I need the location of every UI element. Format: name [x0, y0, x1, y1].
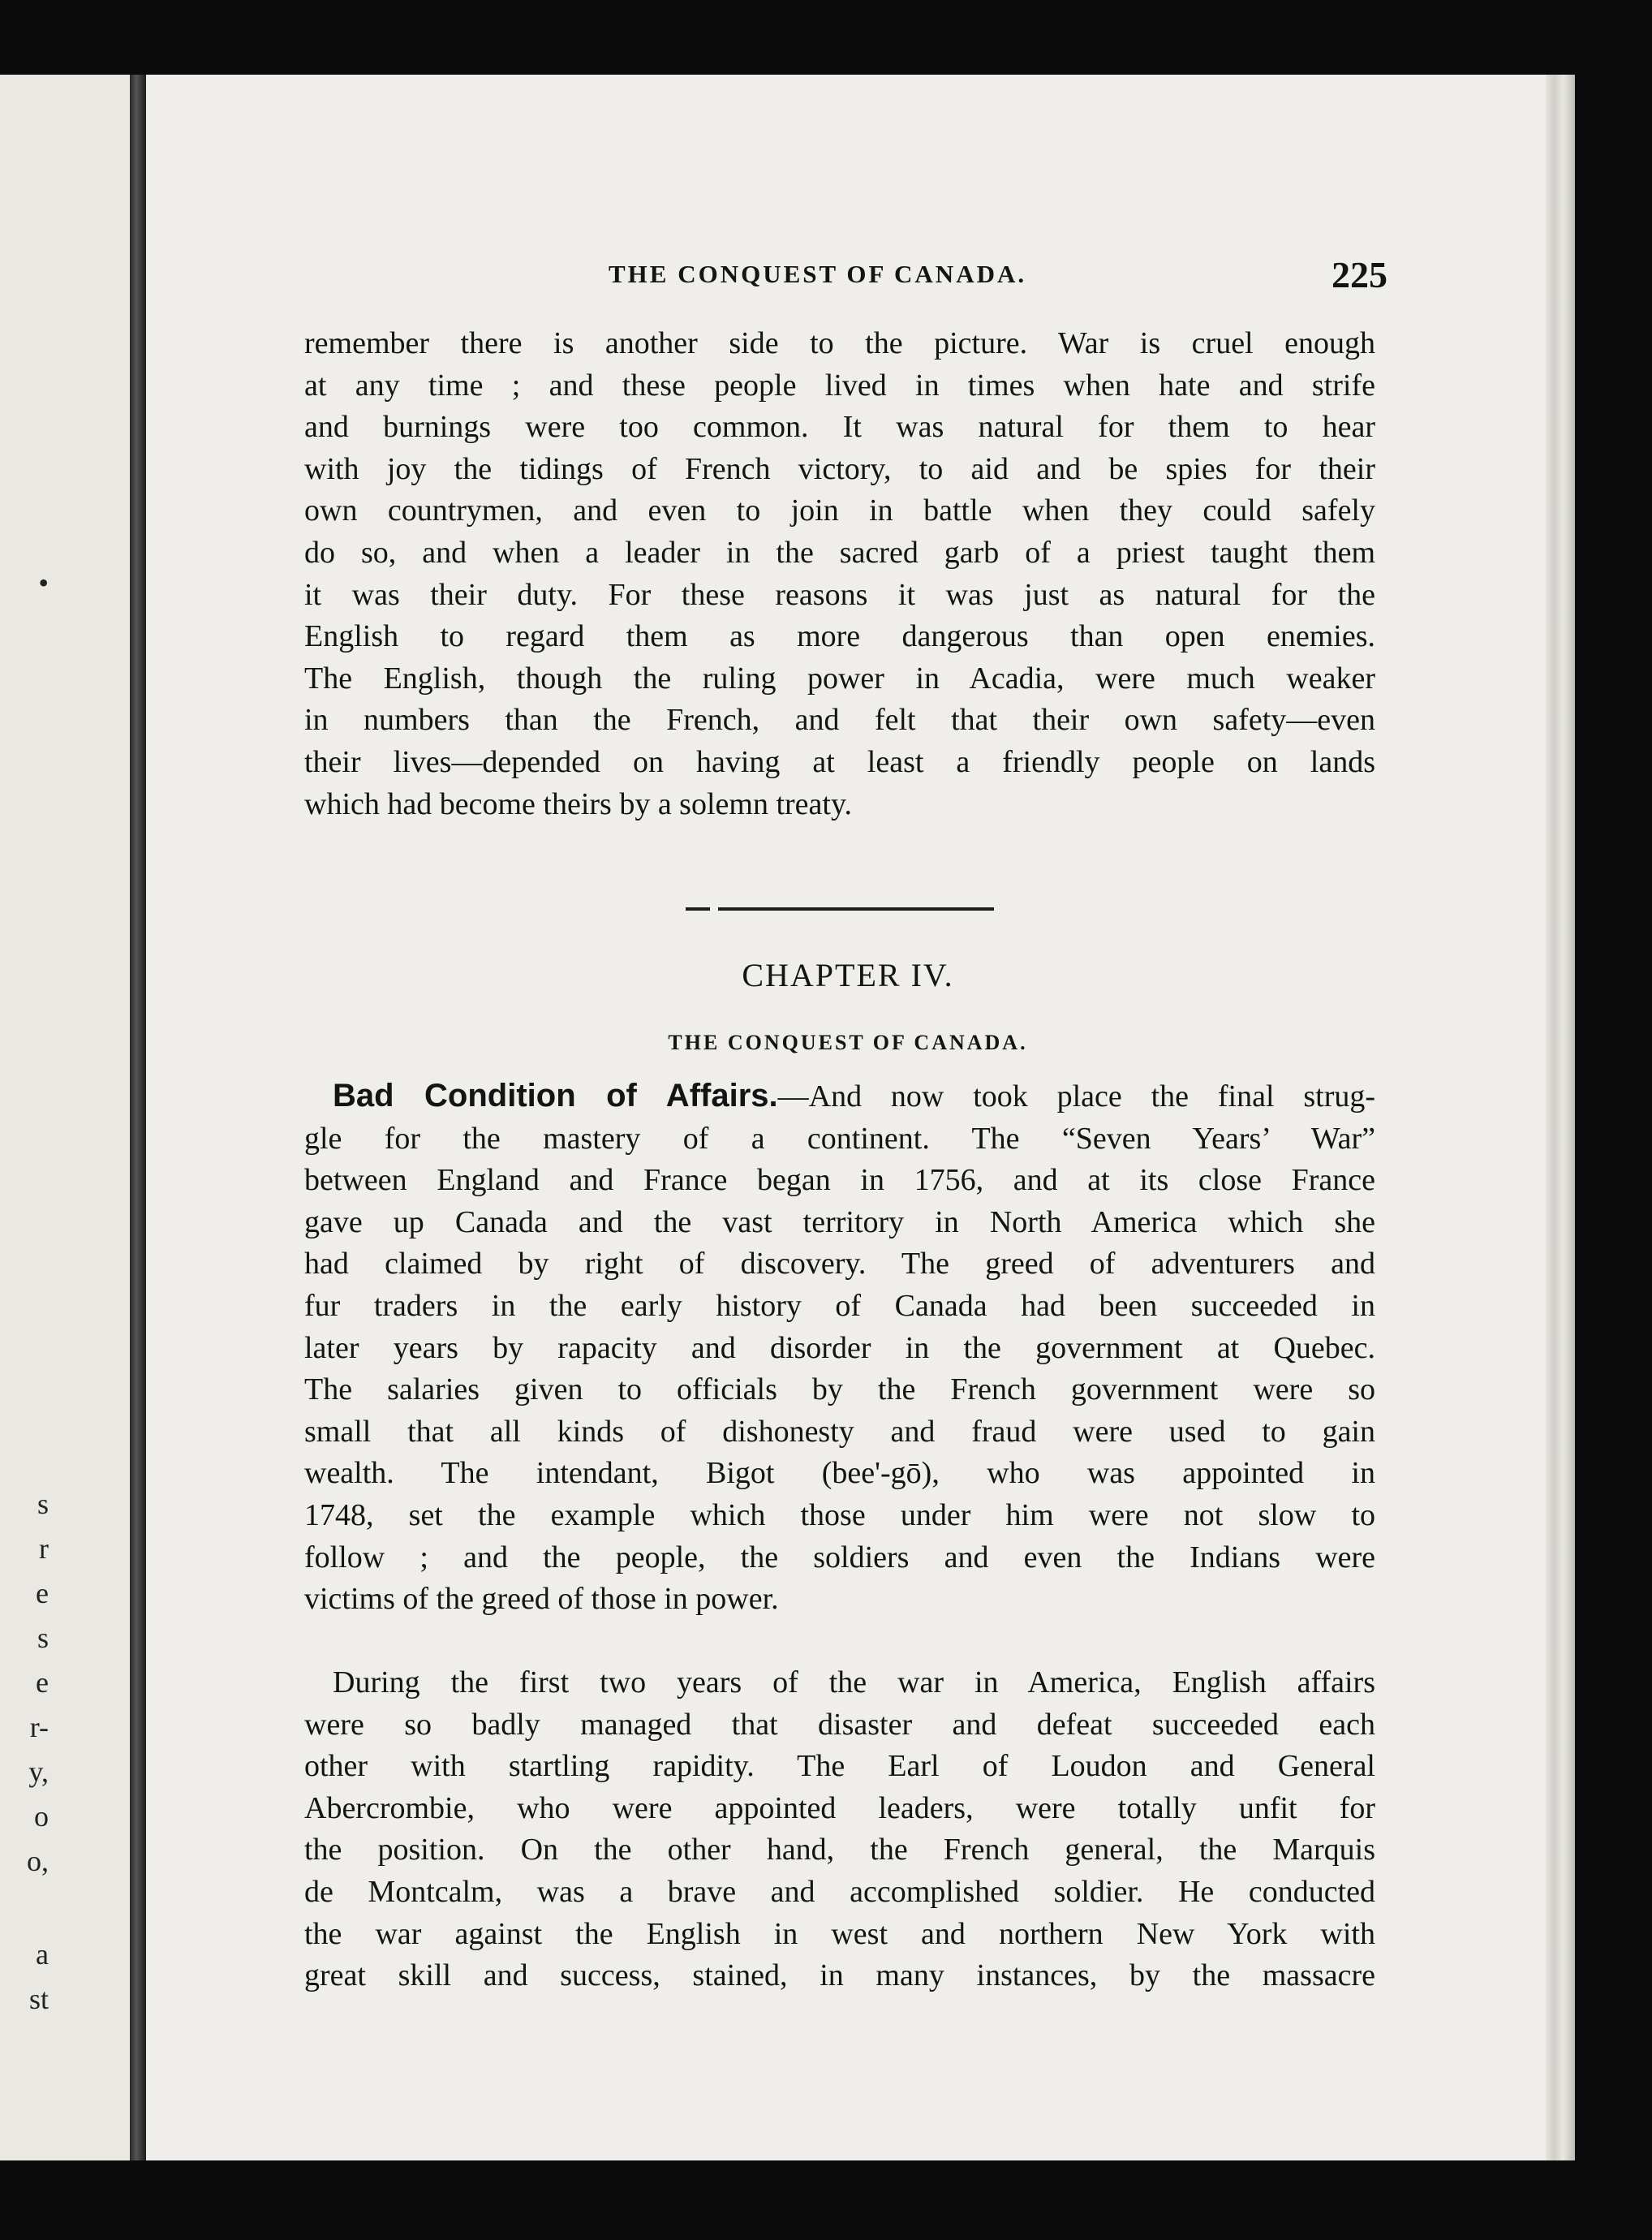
text-line: it was their duty. For these reasons it was just as natural for the: [304, 577, 1375, 612]
page-header: [308, 253, 1387, 302]
text-line: do so, and when a leader in the sacred garb of a priest taught them: [304, 535, 1375, 570]
text-line: The English, though the ruling power in Acadia, were much weaker: [304, 661, 1375, 696]
text-line: which had become theirs by a solemn treaty.: [304, 786, 852, 821]
paragraph-2: [304, 1662, 1375, 1997]
text-line: gle for the mastery of a continent. The “Seven Years’ War”: [304, 1121, 1375, 1156]
text-line: gave up Canada and the vast territory in North America which she: [304, 1204, 1375, 1239]
left-page-fragment: s: [37, 1488, 49, 1520]
text-line: During the first two years of the war in America, English affairs: [333, 1665, 1375, 1699]
section-paragraph: [304, 1075, 1375, 1621]
running-head: THE CONQUEST OF CANADA.: [609, 260, 1027, 288]
section-divider-dash: [686, 907, 710, 911]
text-line: victims of the greed of those in power.: [304, 1582, 779, 1617]
text-line: their lives—depended on having at least a friendly people on lands: [304, 744, 1375, 779]
text-line: Abercrombie, who were appointed leaders, were totally unfit for: [304, 1790, 1375, 1825]
text-line: at any time ; and these people lived in times when hate and strife: [304, 368, 1375, 403]
text-line: wealth. The intendant, Bigot (bee'-gō), who was appointed in: [304, 1456, 1375, 1491]
continued-paragraph: [304, 323, 1375, 825]
text-line: were so badly managed that disaster and defeat succeeded each: [304, 1707, 1375, 1742]
side-head: Bad Condition of Affairs.: [333, 1078, 778, 1114]
text-line: in numbers than the French, and felt that their own safety—even: [304, 703, 1375, 738]
section-first-line: [304, 1075, 1375, 1118]
text-line: The salaries given to officials by the French government were so: [304, 1372, 1375, 1407]
page-edge-stack: [1546, 75, 1575, 2160]
left-page-fragment: a: [36, 1938, 49, 1971]
text-line: fur traders in the early history of Canada had been succeeded in: [304, 1288, 1375, 1323]
left-page-fragment: r: [39, 1532, 49, 1565]
text-line: with joy the tidings of French victory, to aid and be spies for their: [304, 451, 1375, 486]
left-page-fragment: s: [37, 1622, 49, 1654]
chapter-title: THE CONQUEST OF CANADA.: [668, 1031, 1028, 1054]
left-page-fragment: r-: [29, 1711, 49, 1743]
text-line: the position. On the other hand, the French general, the Marquis: [304, 1833, 1375, 1867]
text-line: follow ; and the people, the soldiers and even the Indians were: [304, 1540, 1375, 1574]
left-page-fragment: e: [36, 1666, 49, 1699]
text-line: 1748, set the example which those under him were not slow to: [304, 1497, 1375, 1532]
left-page-fragment: o: [34, 1800, 49, 1833]
left-page-fragment: e: [36, 1577, 49, 1609]
book-gutter: [130, 75, 146, 2160]
text-line: between England and France began in 1756, and at its close France: [304, 1163, 1375, 1198]
left-page-fragment: y,: [28, 1755, 49, 1788]
page-number: 225: [1331, 254, 1387, 295]
text-line: other with startling rapidity. The Earl of Loudon and General: [304, 1749, 1375, 1784]
text-line: remember there is another side to the picture. War is cruel enough: [304, 326, 1375, 360]
chapter-heading: CHAPTER IV.: [742, 957, 954, 993]
text-line: later years by rapacity and disorder in the government at Quebec.: [304, 1330, 1375, 1365]
text-line: English to regard them as more dangerous than open enemies.: [304, 619, 1375, 654]
text-line: and burnings were too common. It was natural for them to hear: [304, 410, 1375, 445]
text-line: had claimed by right of discovery. The greed of adventurers and: [304, 1247, 1375, 1282]
left-page-fragment: o,: [27, 1845, 49, 1877]
text-line: de Montcalm, was a brave and accomplished soldier. He conducted: [304, 1874, 1375, 1909]
text-line: own countrymen, and even to join in battle when they could safely: [304, 493, 1375, 528]
scan-background: [1575, 0, 1652, 2240]
section-divider-rule: [718, 907, 994, 911]
left-page-fragment: st: [28, 1983, 49, 2015]
first-line-text: —And now took place the final strug-: [777, 1079, 1375, 1114]
text-line: small that all kinds of dishonesty and fraud were used to gain: [304, 1414, 1375, 1449]
text-line: the war against the English in west and northern New York with: [304, 1916, 1375, 1951]
text-line: great skill and success, stained, in many instances, by the massacre: [304, 1958, 1375, 1993]
left-page-fragment: •: [38, 566, 49, 599]
